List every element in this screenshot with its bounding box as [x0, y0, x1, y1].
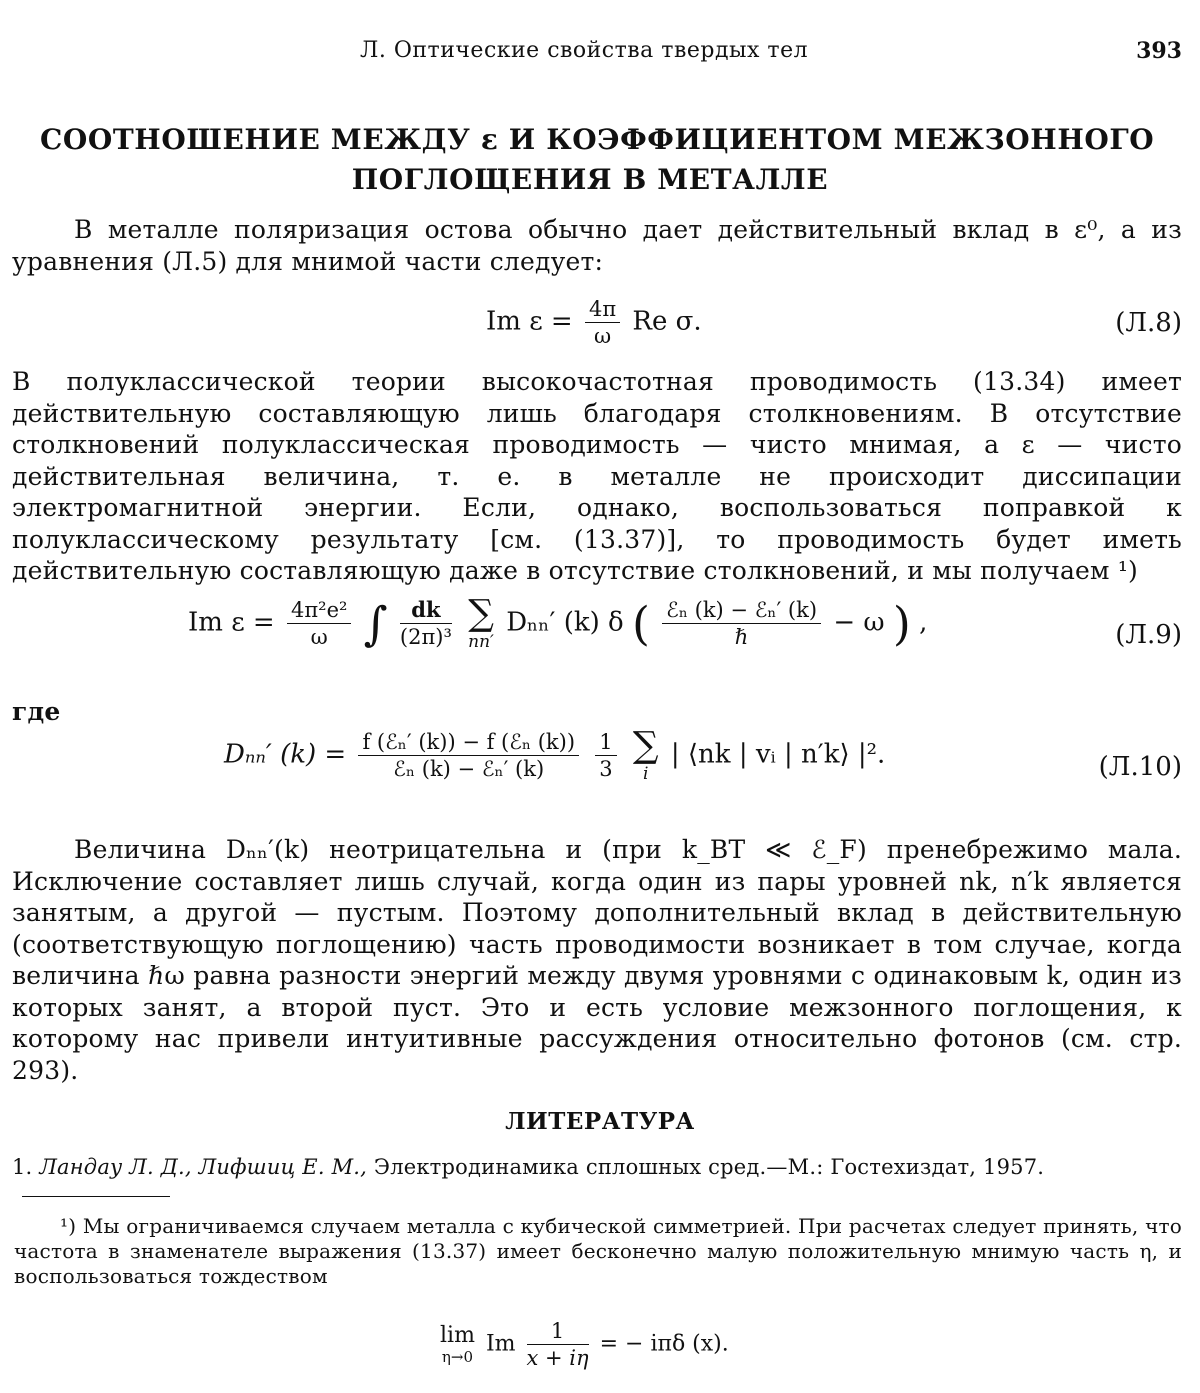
eq10-sum-sign: ∑: [632, 725, 659, 766]
sum-sign: ∑: [468, 593, 494, 634]
paragraph-semiclassical: [12, 366, 1182, 587]
paragraph-semiclassical-text: В полуклассической теории высокочастотная проводимость (13.34) имеет действительную составляющую лишь благодаря столкновениям. В отсутствие столкновений полуклассическая проводимость — чисто мнимая, а ε — чисто действительная величина, т. е. в металле не происходит диссипации электромагнитной энергии. Если, однако, воспользоваться поправкой к полуклассическому результату [см. (13.37)], то проводимость будет иметь действительную составляющую даже в отсутствие столкновений, и мы получаем ¹): [12, 367, 1182, 585]
equation-l10: [224, 725, 886, 784]
eq9-tail: − ω: [833, 607, 885, 638]
footnote-divider: [22, 1196, 170, 1197]
fn-eq-im: Im: [485, 1331, 516, 1357]
equation-l9: [188, 593, 928, 652]
eq10-sum-index: i: [643, 764, 649, 784]
eq8-lhs: Im ε =: [486, 306, 573, 337]
equation-label-l10: (Л.10): [1098, 752, 1182, 782]
eq8-numerator: 4π: [585, 296, 620, 323]
footnote: [14, 1214, 1182, 1289]
limit-operator: [440, 1322, 475, 1366]
paragraph-interband-text: Величина Dₙₙ′(k) неотрицательна и (при k_BT ≪ ℰ_F) пренебрежимо мала. Исключение составляет лишь случай, когда один из пары уровней nk, n′k является занятым, а другой — пустым. Поэтому дополнительный вклад в действительную (соответствующую поглощению) часть проводимости возникает в том случае, когда величина ℏω равна разности энергий между двумя уровнями с одинаковым k, один из которых занят, а второй пуст. Это и есть условие межзонного поглощения, к которому нас привели интуитивные рассуждения относительно фотонов (см. стр. 293).: [12, 835, 1182, 1085]
eq9-fraction-1: [287, 597, 351, 650]
section-title-line-2: ПОГЛОЩЕНИЯ В МЕТАЛЛЕ: [351, 163, 829, 196]
eq9-term: Dₙₙ′ (k) δ: [506, 607, 624, 638]
eq9-comma: ,: [919, 607, 928, 638]
eq8-denominator: ω: [594, 324, 612, 348]
eq10-fraction-1: [358, 729, 579, 782]
section-title: [40, 120, 1155, 200]
eq10-fraction-1-num: f (ℰₙ′ (k)) − f (ℰₙ (k)): [358, 729, 579, 756]
paragraph-intro-text: В металле поляризация остова обычно дает действительный вклад в ε⁰, а из уравнения (Л.5) для мнимой части следует:: [12, 215, 1182, 276]
eq9-fraction-2-num: dk: [400, 597, 452, 624]
section-title-line-1: СООТНОШЕНИЕ МЕЖДУ ε И КОЭФФИЦИЕНТОМ МЕЖЗОННОГО: [40, 123, 1155, 156]
lim-label: lim: [440, 1322, 475, 1348]
footnote-text: ¹) Мы ограничиваемся случаем металла с кубической симметрией. При расчетах следует принять, что частота в знаменателе выражения (13.37) имеет бесконечно малую положительную мнимую часть η, и воспользоваться тождеством: [14, 1214, 1182, 1288]
reference-item-1: [12, 1155, 1182, 1179]
eq9-left-paren: (: [631, 596, 650, 651]
eq9-fraction-2-den: (2π)³: [399, 625, 452, 649]
running-head: [0, 38, 1200, 68]
eq8-rhs: Re σ.: [632, 306, 702, 337]
eq9-fraction-3-den: ℏ: [734, 625, 749, 649]
footnote-equation: [440, 1318, 729, 1371]
eq10-fraction-2: [595, 729, 616, 782]
sum-index: nn′: [468, 632, 494, 652]
integral-sign: ∫: [363, 596, 388, 651]
eq10-fraction-1-den: ℰₙ (k) − ℰₙ′ (k): [393, 757, 545, 781]
eq10-fraction-2-num: 1: [595, 729, 616, 756]
fn-eq-denominator: x + iη: [526, 1346, 589, 1370]
eq9-fraction-3-num: ℰₙ (k) − ℰₙ′ (k): [662, 597, 821, 624]
page-number: 393: [1136, 38, 1182, 64]
eq9-right-paren: ): [892, 596, 911, 651]
fn-eq-numerator: 1: [527, 1318, 589, 1345]
reference-title: Электродинамика сплошных сред.—М.: Гостехиздат, 1957.: [373, 1155, 1045, 1179]
equation-l8: [486, 296, 702, 349]
eq10-rhs: | ⟨nk | vᵢ | n′k⟩ |².: [670, 739, 886, 770]
reference-authors: Ландау Л. Д., Лифшиц Е. М.,: [39, 1155, 368, 1179]
references-heading: ЛИТЕРАТУРА: [505, 1108, 695, 1135]
eq8-fraction: [585, 296, 620, 349]
lim-subscript: η→0: [441, 1347, 474, 1366]
eq9-sum: [468, 593, 494, 652]
eq9-fraction-1-den: ω: [310, 625, 328, 649]
paragraph-intro: [12, 214, 1182, 277]
running-title: Л. Оптические свойства твердых тел: [360, 38, 809, 63]
equation-label-l8: (Л.8): [1115, 308, 1182, 338]
fn-eq-rhs: = − iπδ (x).: [599, 1331, 729, 1357]
eq9-fraction-1-num: 4π²e²: [287, 597, 351, 624]
eq9-fraction-3: [662, 597, 821, 650]
eq10-lhs: Dₙₙ′ (k) =: [224, 739, 347, 770]
reference-number: 1.: [12, 1155, 33, 1179]
word-where: где: [12, 697, 61, 726]
eq10-sum: [632, 725, 659, 784]
fn-eq-fraction: [527, 1318, 589, 1371]
eq9-lhs: Im ε =: [188, 607, 275, 638]
equation-label-l9: (Л.9): [1115, 620, 1182, 650]
paragraph-interband: [12, 834, 1182, 1086]
eq9-fraction-2: [400, 597, 452, 650]
eq10-fraction-2-den: 3: [599, 757, 613, 781]
